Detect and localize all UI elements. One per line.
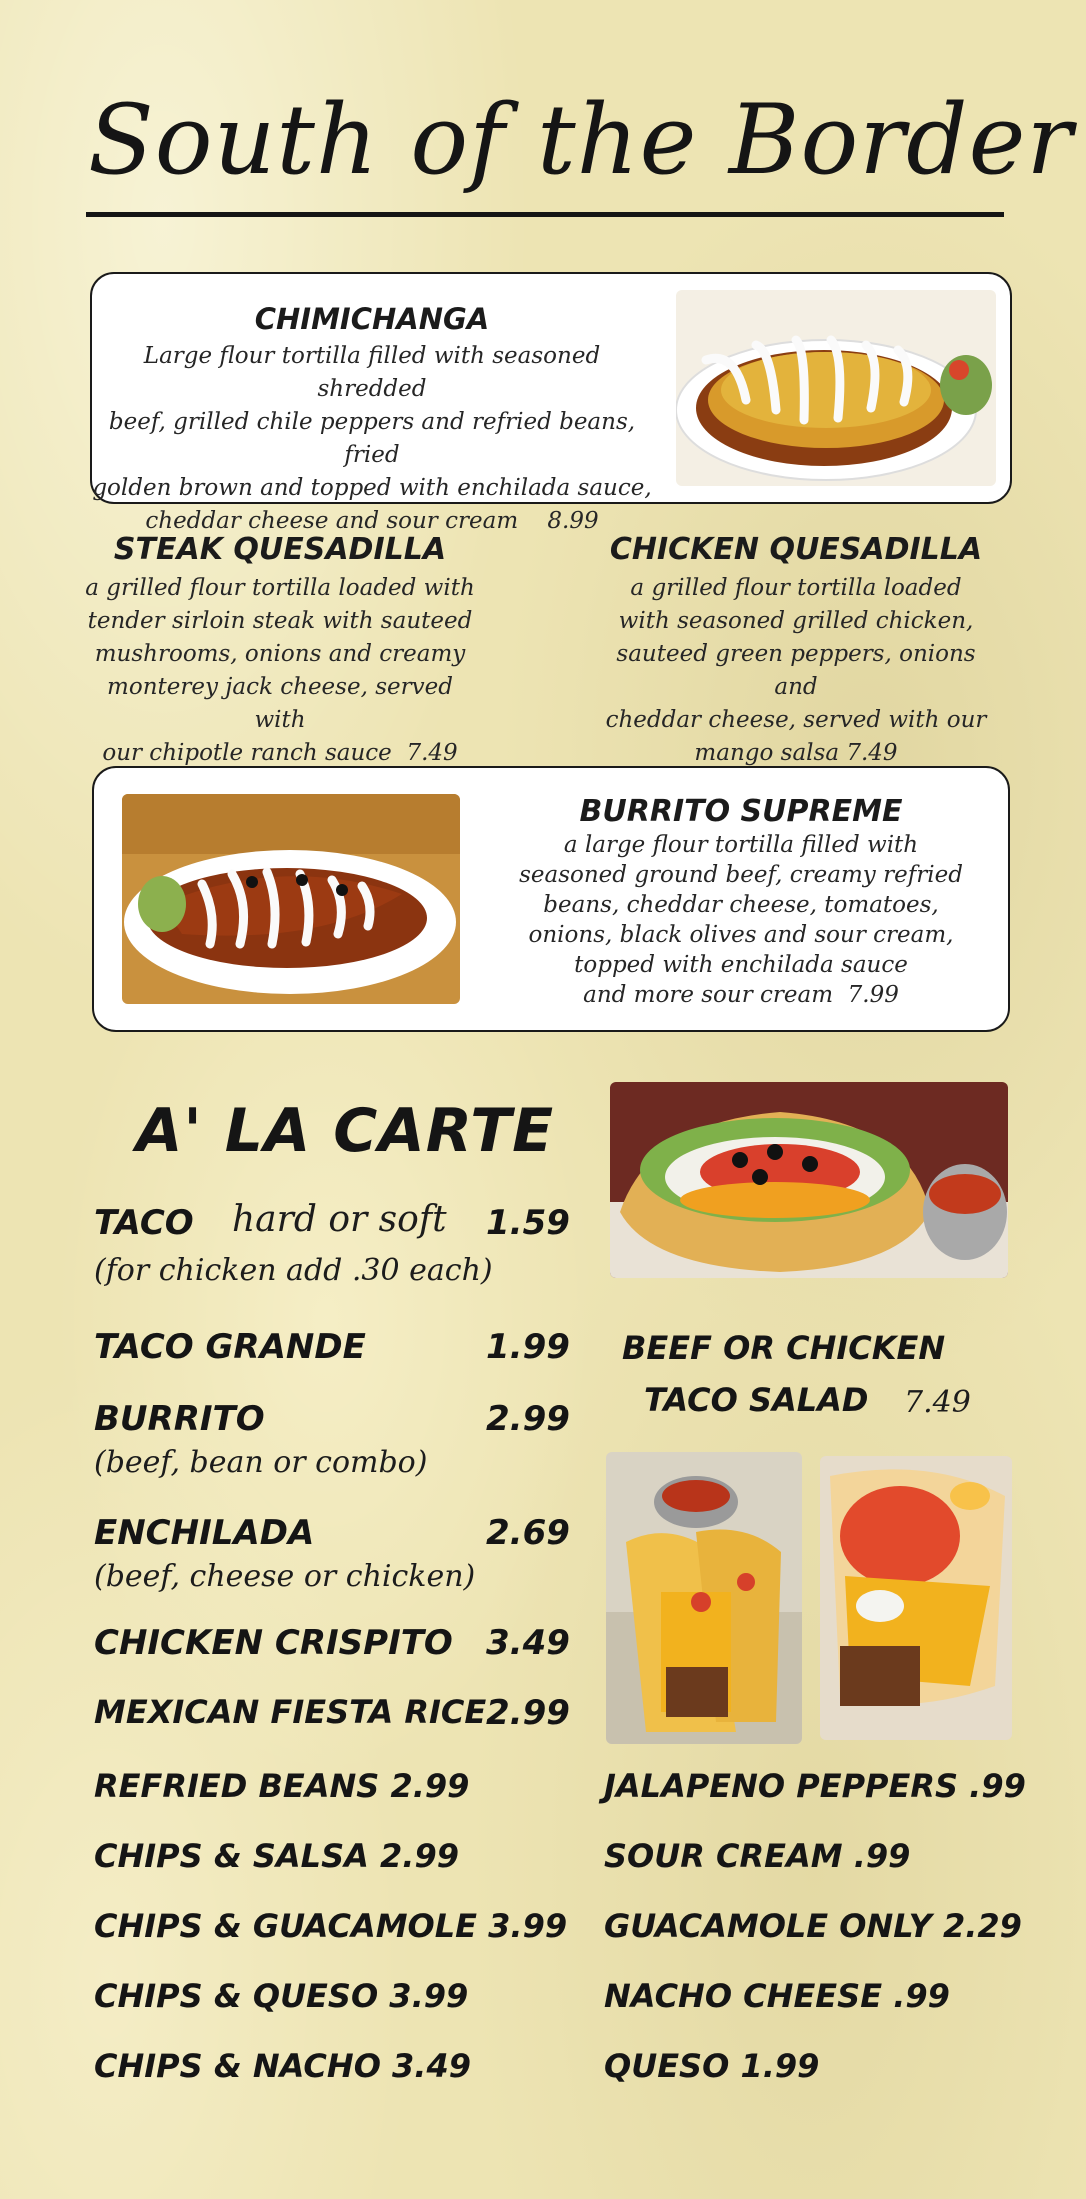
taco-salad-line2: TACO SALAD: [644, 1381, 869, 1419]
chimichanga-card: [90, 272, 1012, 534]
chicken-quesadilla-name: CHICKEN QUESADILLA: [609, 532, 983, 567]
side-item-chips-queso: CHIPS & QUESO 3.99: [94, 1977, 469, 2015]
side-item-jalapeno-peppers: JALAPENO PEPPERS .99: [604, 1767, 1026, 1805]
side-item-chips-salsa: CHIPS & SALSA 2.99: [94, 1837, 459, 1875]
chimichanga-name: CHIMICHANGA: [254, 302, 490, 336]
burrito-price: 2.99: [486, 1399, 570, 1439]
chimichanga-description: Large flour tortilla filled with seasoned shredded beef, grilled chile peppers and refried beans, fried golden brown and topped with enchilada sauce, cheddar cheese and sour cream 8.99: [92, 343, 652, 534]
side-item-refried-beans: REFRIED BEANS 2.99: [94, 1767, 470, 1805]
burrito-name: BURRITO: [94, 1399, 265, 1439]
taco-price: 1.59: [486, 1203, 570, 1243]
enchilada-note: (beef, cheese or chicken): [94, 1559, 476, 1594]
steak-quesadilla-name: STEAK QUESADILLA: [113, 532, 447, 567]
taco-grande-name: TACO GRANDE: [94, 1327, 366, 1367]
taco-note: (for chicken add .30 each): [94, 1253, 493, 1288]
enchilada-price: 2.69: [486, 1513, 570, 1553]
taco-option: hard or soft: [232, 1199, 447, 1240]
soft-taco-photo: [820, 1456, 1012, 1740]
burrito-note: (beef, bean or combo): [94, 1445, 428, 1480]
taco-salad-line1: BEEF OR CHICKEN: [622, 1329, 946, 1367]
chicken-crispito-price: 3.49: [486, 1623, 570, 1663]
steak-quesadilla-description: a grilled flour tortilla loaded with tender sirloin steak with sauteed mushrooms, onions and creamy monterey jack cheese, served with our chipotle ranch sauce 7.49: [85, 575, 475, 766]
mexican-fiesta-rice-price: 2.99: [486, 1693, 570, 1733]
taco-name: TACO: [94, 1203, 194, 1243]
chimichanga-photo: [676, 290, 996, 486]
title-underline: [86, 212, 1004, 217]
enchilada-name: ENCHILADA: [94, 1513, 315, 1553]
side-item-nacho-cheese: NACHO CHEESE .99: [604, 1977, 950, 2015]
side-item-sour-cream: SOUR CREAM .99: [604, 1837, 911, 1875]
chimichanga-price: 8.99: [547, 508, 599, 534]
taco-grande-price: 1.99: [486, 1327, 570, 1367]
burrito-supreme-photo: [122, 794, 460, 1004]
burrito-supreme-name: BURRITO SUPREME: [579, 794, 903, 829]
chicken-quesadilla-description: a grilled flour tortilla loaded with seasoned grilled chicken, sauteed green peppers, onions and cheddar cheese, served with our mango salsa 7.49: [605, 575, 987, 766]
burrito-supreme-price: 7.99: [847, 982, 899, 1008]
chicken-quesadilla-price: 7.49: [846, 740, 898, 766]
mexican-fiesta-rice-name: MEXICAN FIESTA RICE: [94, 1693, 487, 1731]
burrito-supreme-description: a large flour tortilla filled with seasoned ground beef, creamy refried beans, cheddar cheese, tomatoes, onions, black olives and sour cream, topped with enchilada sauce and more sour cream 7.99: [519, 832, 963, 1008]
taco-salad-price: 7.49: [904, 1385, 971, 1420]
side-item-chips-guacamole: CHIPS & GUACAMOLE 3.99: [94, 1907, 568, 1945]
a-la-carte-heading: A' LA CARTE: [136, 1096, 555, 1166]
chicken-crispito-name: CHICKEN CRISPITO: [94, 1623, 453, 1663]
burrito-supreme-card: [92, 766, 1010, 1032]
steak-quesadilla-price: 7.49: [406, 740, 458, 766]
side-item-chips-nacho: CHIPS & NACHO 3.49: [94, 2047, 471, 2085]
side-item-guacamole-only: GUACAMOLE ONLY 2.29: [604, 1907, 1022, 1945]
menu-title: South of the Border: [88, 84, 1074, 196]
side-item-queso: QUESO 1.99: [604, 2047, 820, 2085]
hard-taco-photo: [606, 1452, 802, 1744]
taco-salad-photo: [610, 1082, 1008, 1278]
